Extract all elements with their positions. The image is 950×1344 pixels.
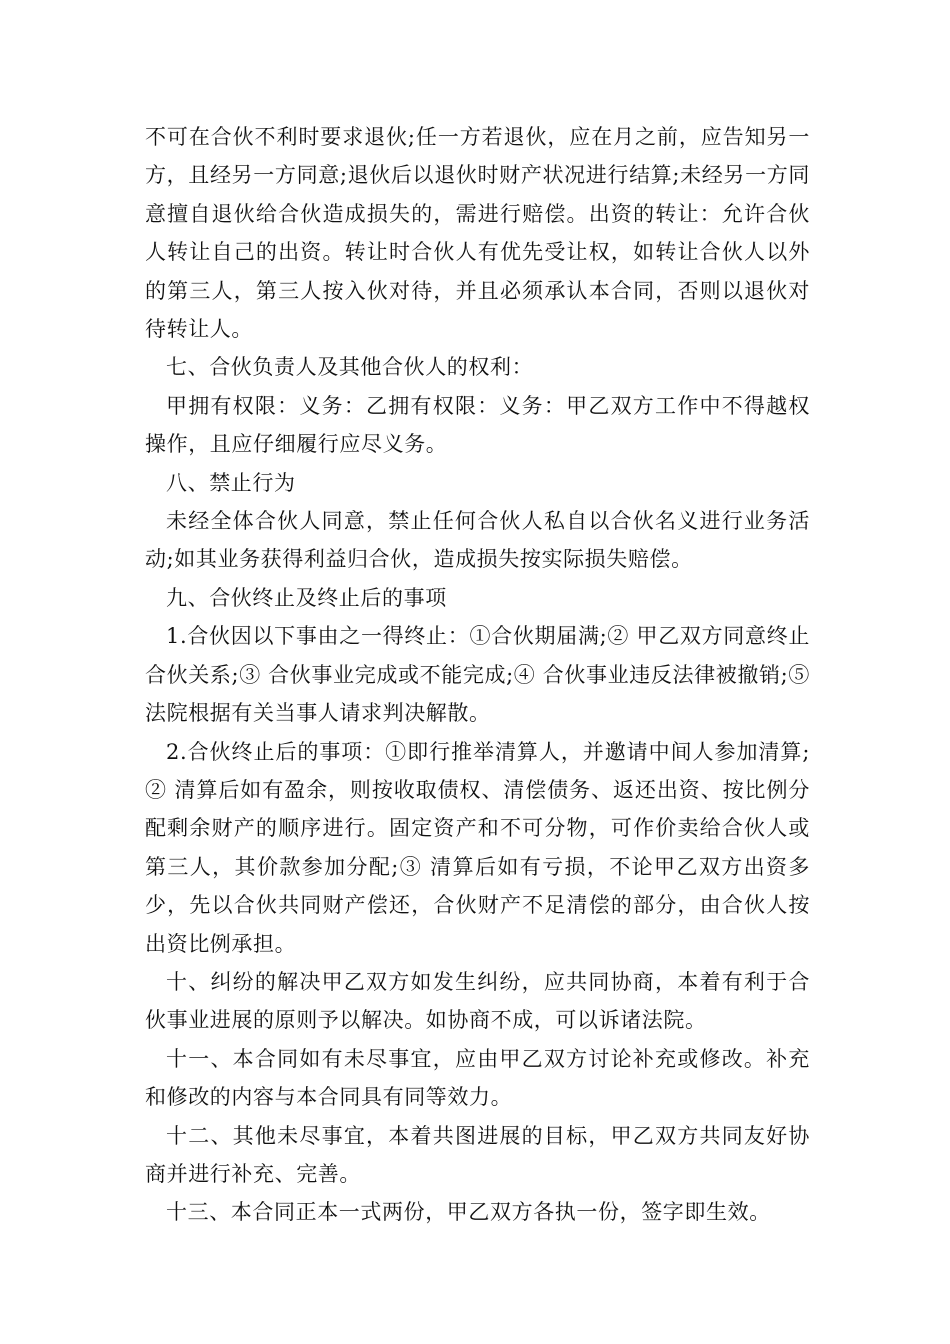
paragraph-supplement: 十一、本合同如有未尽事宜，应由甲乙双方讨论补充或修改。补充和修改的内容与本合同具有同等效力。 xyxy=(145,1046,810,1110)
paragraph-prohibited: 未经全体合伙人同意，禁止任何合伙人私自以合伙名义进行业务活动;如其业务获得利益归合伙，造成损失按实际损失赔偿。 xyxy=(145,509,810,572)
section-heading-termination: 九、合伙终止及终止后的事项 xyxy=(166,585,447,610)
document-page xyxy=(145,118,810,1232)
paragraph-rights: 甲拥有权限：义务：乙拥有权限：义务：甲乙双方工作中不得越权操作，且应仔细履行应尽义务。 xyxy=(145,393,810,457)
paragraph-withdrawal-transfer: 不可在合伙不利时要求退伙;任一方若退伙，应在月之前，应告知另一方，且经另一方同意;退伙后以退伙时财产状况进行结算;未经另一方同意擅自退伙给合伙造成损失的，需进行赔偿。出资的转让：允许合伙人转让自己的出资。转让时合伙人有优先受让权，如转让合伙人以外的第三人，第三人按入伙对待，并且必须承认本合同，否则以退伙对待转让人。 xyxy=(145,125,810,342)
section-heading-prohibited: 八、禁止行为 xyxy=(166,470,296,495)
paragraph-termination-causes: 1.合伙因以下事由之一得终止：①合伙期届满;② 甲乙双方同意终止合伙关系;③ 合伙事业完成或不能完成;④ 合伙事业违反法律被撤销;⑤ 法院根据有关当事人请求判决解散。 xyxy=(145,624,810,726)
paragraph-other-matters: 十二、其他未尽事宜，本着共图进展的目标，甲乙双方共同友好协商并进行补充、完善。 xyxy=(145,1123,810,1186)
paragraph-termination-matters: 2.合伙终止后的事项：①即行推举清算人，并邀请中间人参加清算;② 清算后如有盈余，则按收取债权、清偿债务、返还出资、按比例分配剩余财产的顺序进行。固定资产和不可分物，可作价卖给合伙人或第三人，其价款参加分配;③ 清算后如有亏损，不论甲乙双方出资多少，先以合伙共同财产偿还，合伙财产不足清偿的部分，由合伙人按出资比例承担。 xyxy=(145,739,810,956)
paragraph-copies-effective: 十三、本合同正本一式两份，甲乙双方各执一份，签字即生效。 xyxy=(166,1200,771,1225)
section-heading-rights: 七、合伙负责人及其他合伙人的权利： xyxy=(166,355,534,380)
paragraph-dispute-resolution: 十、纠纷的解决甲乙双方如发生纠纷，应共同协商，本着有利于合伙事业进展的原则予以解决。如协商不成，可以诉诸法院。 xyxy=(145,969,810,1033)
